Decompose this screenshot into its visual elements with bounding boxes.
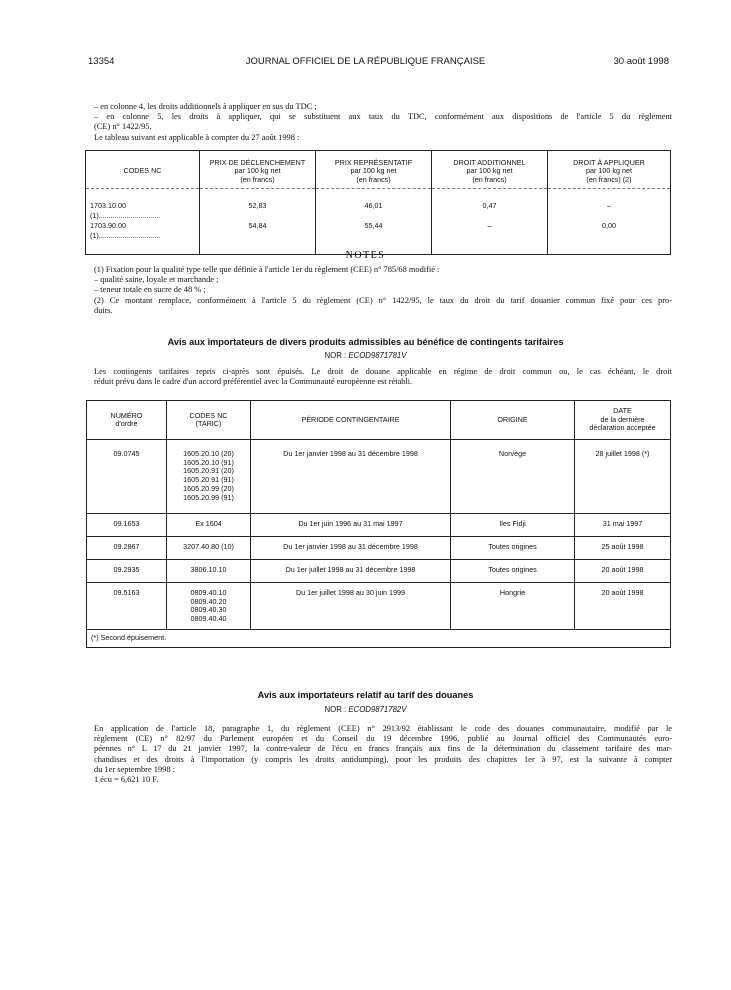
cell-codes: 0809.40.10 0809.40.20 0809.40.30 0809.40.40 [167, 583, 251, 630]
body-line: règlement (CE) n° 82/97 du Parlement européen et du Conseil du 19 décembre 1996, publié au Journal officiel des Communautés euro- [94, 734, 672, 744]
table-row [87, 514, 671, 537]
section-title-tariff: Avis aux importateurs relatif au tarif des douanes [257, 690, 474, 700]
body-line: 1 écu = 6,621 10 F. [94, 775, 159, 785]
cell-codes: 3207.40.80 (10) [167, 537, 251, 560]
cell-period: Du 1er janvier 1998 au 31 décembre 1998 [251, 537, 451, 560]
col-last-date: DATE de la dernière déclaration acceptée [575, 401, 671, 440]
cell-order-number: 09.2935 [87, 560, 167, 583]
cell-codes: 1605.20.10 (20) 1605.20.10 (91) 1605.20.91 (20) 1605.20.91 (91) 1605.20.99 (20) 1605.20.99 (91) [167, 440, 251, 514]
body-line: péennes n° L 17 du 21 janvier 1997, la contre-valeur de l'écu en francs français aux fins de la détermination du classement tarifaire des mar- [94, 744, 672, 754]
cell-representative-price: 55,44 [316, 221, 432, 255]
note-line: (2) Ce montant remplace, conformément à l'article 5 du règlement (CE) n° 1422/95, le taux du droit du tarif douanier commun fixé pour ces pro- [94, 295, 672, 305]
cell-origin: Toutes origines [451, 537, 575, 560]
note-line: – qualité saine, loyale et marchande ; [94, 275, 219, 285]
body-line: En application de l'article 18, paragraphe 1, du règlement (CEE) n° 2913/92 établissant le code des douanes communautaire, modifié par le [94, 724, 672, 733]
cell-order-number: 09.2867 [87, 537, 167, 560]
cell-code: 1703.10.00 (1)............................... [90, 201, 161, 221]
cell-order-number: 09.0745 [87, 440, 167, 514]
table-row [87, 583, 671, 630]
col-representative-price: PRIX REPRÉSENTATIF par 100 kg net (en francs) [316, 151, 432, 189]
col-additional-duty: DROIT ADDITIONNEL par 100 kg net (en francs) [432, 151, 548, 189]
intro-line: – en colonne 4, les droits additionnels à appliquer en sus du TDC ; [94, 102, 317, 111]
section-title-quotas: Avis aux importateurs de divers produits admissibles au bénéfice de contingents tarifaires [167, 337, 564, 347]
intro-text [94, 102, 672, 143]
nor-label: NOR : [324, 705, 349, 714]
cell-order-number: 09.5163 [87, 583, 167, 630]
cell-origin: Toutes origines [451, 560, 575, 583]
cell-date: 25 août 1998 [575, 537, 671, 560]
cell-representative-price: 46,01 [316, 189, 432, 222]
cell-order-number: 09.1653 [87, 514, 167, 537]
quota-body [94, 367, 672, 387]
cell-origin: Iles Fidji [451, 514, 575, 537]
table-row [87, 560, 671, 583]
nor-code: ECOD9871782V [348, 705, 407, 714]
cell-code: 1703.90.00 (1)............................... [90, 221, 161, 241]
table-row [86, 189, 671, 222]
quota-table [86, 400, 671, 648]
cell-origin: Norvège [451, 440, 575, 514]
cell-additional-duty: – [432, 221, 548, 255]
col-applied-duty: DROIT À APPLIQUER par 100 kg net (en francs) (2) [548, 151, 671, 189]
col-codes-nc: CODES NC [86, 151, 200, 189]
cell-applied-duty: 0,00 [548, 221, 671, 255]
cell-trigger-price: 54,84 [200, 221, 316, 255]
table-header-row [86, 151, 671, 189]
intro-line: (CE) n° 1422/95. [94, 122, 152, 132]
nor-code: ECOD9871781V [348, 351, 407, 360]
note-line: (1) Fixation pour la qualité type telle que définie à l'article 1er du règlement (CEE) n° 785/68 modifié : [94, 265, 440, 274]
table-header-row [87, 401, 671, 440]
note-line: – teneur totale en sucre de 48 % ; [94, 285, 206, 295]
journal-title: JOURNAL OFFICIEL DE LA RÉPUBLIQUE FRANÇAISE [245, 56, 486, 67]
col-origin: ORIGINE [451, 401, 575, 440]
table-footnote-row [87, 630, 671, 648]
col-codes-taric: CODES NC (TARIC) [167, 401, 251, 440]
cell-period: Du 1er janvier 1998 au 31 décembre 1998 [251, 440, 451, 514]
page-number: 13354 [88, 56, 115, 67]
note-line: duits. [94, 305, 113, 315]
cell-date: 28 juillet 1998 (*) [575, 440, 671, 514]
cell-date: 20 août 1998 [575, 560, 671, 583]
cell-period: Du 1er juin 1996 au 31 mai 1997 [251, 514, 451, 537]
col-quota-period: PÉRIODE CONTINGENTAIRE [251, 401, 451, 440]
table-row [87, 537, 671, 560]
notes-text [94, 265, 672, 316]
cell-date: 20 août 1998 [575, 583, 671, 630]
intro-line: – en colonne 5, les droits à appliquer, qui se substituent aux taux du TDC, conformément aux dispositions de l'article 5 du règlement [94, 112, 672, 122]
cell-codes: 3806.10.10 [167, 560, 251, 583]
cell-codes: Ex 1604 [167, 514, 251, 537]
body-line: chandises et des droits à l'importation (y compris les droits antidumping), pour les produits des chapitres 1er à 97, est la suivante à compter [94, 754, 672, 764]
cell-origin: Hongrie [451, 583, 575, 630]
nor-reference [0, 705, 731, 714]
trigger-price-table [85, 150, 671, 255]
cell-trigger-price: 52,83 [200, 189, 316, 222]
cell-date: 31 mai 1997 [575, 514, 671, 537]
cell-additional-duty: 0,47 [432, 189, 548, 222]
body-line: Les contingents tarifaires repris ci-après sont épuisés. Le droit de douane applicable en régime de droit commun ou, le cas échéant, le droit [94, 367, 672, 376]
cell-period: Du 1er juillet 1998 au 30 juin 1999 [251, 583, 451, 630]
col-trigger-price: PRIX DE DÉCLENCHEMENT par 100 kg net (en francs) [200, 151, 316, 189]
tariff-body [94, 724, 672, 785]
col-order-number: NUMÉRO d'ordre [87, 401, 167, 440]
issue-date: 30 août 1998 [613, 56, 669, 67]
intro-line: Le tableau suivant est applicable à compter du 27 août 1998 : [94, 132, 300, 142]
nor-reference [0, 351, 731, 360]
table-row [87, 440, 671, 514]
cell-applied-duty: – [548, 189, 671, 222]
notes-title: NOTES [345, 250, 386, 261]
nor-label: NOR : [324, 351, 349, 360]
cell-period: Du 1er juillet 1998 au 31 décembre 1998 [251, 560, 451, 583]
table-footnote: (*) Second épuisement. [87, 630, 671, 648]
body-line: réduit prévu dans le cadre d'un accord préférentiel avec la Communauté européenne est rétabli. [94, 377, 413, 387]
body-line: du 1er septembre 1998 : [94, 764, 175, 774]
